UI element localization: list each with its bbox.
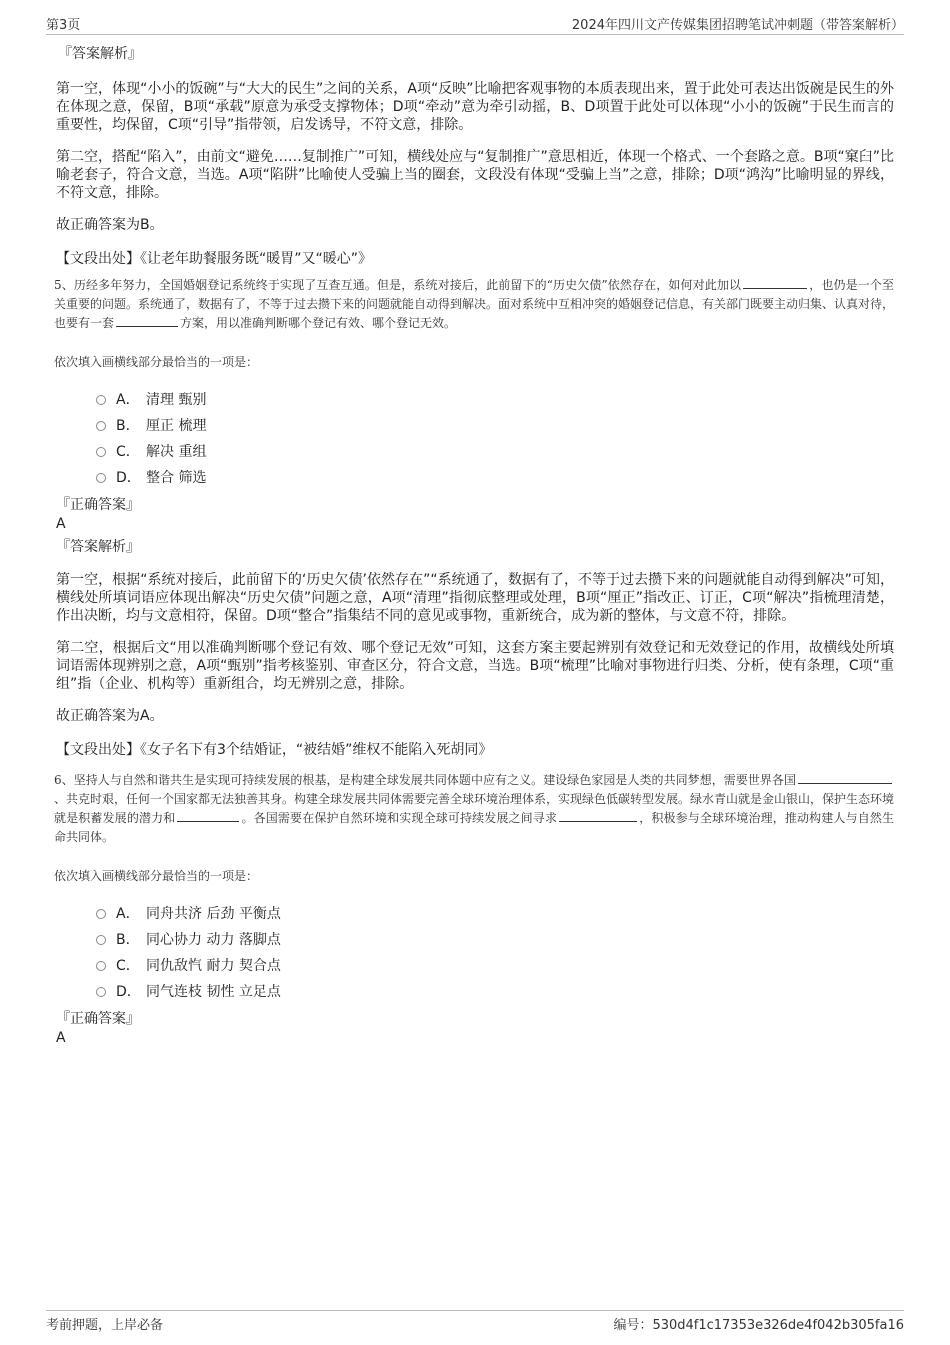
q5-conclusion: 故正确答案为A。 [56, 708, 164, 724]
radio-icon[interactable] [96, 447, 106, 457]
q6-stem-part-2: 、共克时艰，任何一个国家都无法独善其身。构建全球发展共同体需要完善全球环境治理体系，实现绿色低碳转型发展。绿水青山就是金山银山，保护生态环境就是积蓄发展的潜力和 [54, 792, 895, 825]
option-letter: D． [116, 470, 141, 486]
option-letter: B． [116, 932, 140, 948]
q5-source: 【文段出处】《女子名下有3个结婚证，“被结婚”维权不能陷入死胡同》 [56, 742, 493, 758]
q5-analysis-label: 『答案解析』 [56, 539, 140, 555]
radio-icon[interactable] [96, 473, 106, 483]
q4-source: 【文段出处】《让老年助餐服务既“暖胃”又“暖心”》 [56, 251, 373, 267]
q5-answer-label: 『正确答案』 [56, 497, 140, 513]
radio-icon[interactable] [96, 961, 106, 971]
q6-options [96, 901, 934, 1005]
q5-blank-1 [743, 276, 807, 289]
q6-option-a[interactable] [96, 901, 934, 927]
q5-blank-2 [116, 314, 178, 327]
q6-option-b[interactable] [96, 927, 934, 953]
q5-answer: A [56, 516, 66, 532]
radio-icon[interactable] [96, 987, 106, 997]
radio-icon[interactable] [96, 395, 106, 405]
q5-option-b[interactable] [96, 413, 934, 439]
q5-options [96, 387, 934, 491]
option-letter: C． [116, 958, 140, 974]
q6-stem-part-4: ，积极参与全球环境治理，推动构建人与自然生命共同体。 [54, 811, 894, 844]
q6-blank-3 [559, 809, 637, 822]
page-number: 第3页 [46, 18, 81, 33]
q4-analysis-para-2: 第二空，搭配“陷入”，由前文“避免……复制推广”可知，横线处应与“复制推广”意思相近，体现一个格式、一个套路之意。B项“窠臼”比喻老套子，符合文意，当选。A项“陷阱”比喻使人受骗上当的圈套，文段没有体现“受骗上当”之意，排除；D项“鸿沟”比喻明显的界线，不符文意，排除。 [56, 149, 894, 201]
option-letter: C． [116, 444, 140, 460]
q5-stem-part-2: ，也仍是一个至关重要的问题。系统通了，数据有了，不等于过去攒下来的问题就能自动得到解决。面对系统中互相冲突的婚姻登记信息，有关部门既要主动归集、认真对待，也要有一套 [54, 278, 895, 330]
q4-conclusion: 故正确答案为B。 [56, 217, 164, 233]
document-title: 2024年四川文产传媒集团招聘笔试冲刺题（带答案解析） [571, 18, 904, 33]
q6-answer: A [56, 1030, 66, 1046]
q5-stem-part-1: 5、历经多年努力，全国婚姻登记系统终于实现了互查互通。但是，系统对接后，此前留下的“历史欠债”依然存在，如何对此加以 [54, 278, 742, 292]
option-text: 整合 筛选 [146, 470, 207, 486]
option-text: 同气连枝 韧性 立足点 [146, 984, 281, 1000]
q4-analysis-label: 『答案解析』 [58, 46, 142, 62]
option-text: 同舟共济 后劲 平衡点 [146, 906, 281, 922]
option-text: 同心协力 动力 落脚点 [146, 932, 281, 948]
q6-blank-2 [177, 809, 239, 822]
q5-option-c[interactable] [96, 439, 934, 465]
option-text: 厘正 梳理 [146, 418, 207, 434]
q6-stem [54, 771, 894, 847]
option-text: 清理 甄别 [146, 392, 207, 408]
radio-icon[interactable] [96, 909, 106, 919]
footer-slogan: 考前押题，上岸必备 [46, 1318, 164, 1333]
q6-option-c[interactable] [96, 953, 934, 979]
option-text: 解决 重组 [146, 444, 207, 460]
option-text: 同仇敌忾 耐力 契合点 [146, 958, 281, 974]
q5-stem-part-3: 方案，用以准确判断哪个登记有效、哪个登记无效。 [180, 316, 457, 330]
q6-blank-1 [798, 771, 892, 784]
q5-option-a[interactable] [96, 387, 934, 413]
page-footer [46, 1310, 904, 1334]
option-letter: A． [116, 392, 140, 408]
document-code: 编号：530d4f1c17353e326de4f042b305fa16 [613, 1318, 904, 1333]
q5-analysis-para-1: 第一空，根据“系统对接后，此前留下的‘历史欠债’依然存在”“系统通了，数据有了，不等于过去攒下来的问题就能自动得到解决”可知，横线处所填词语应体现出解决“历史欠债”问题之意，A项“清理”指彻底整理或处理，B项“厘正”指改正、订正，C项“解决”指梳理清楚，作出决断，均与文意相符，保留。D项“整合”指集结不同的意见或事物，重新统合，成为新的整体，与文意不符，排除。 [56, 572, 894, 624]
q6-stem-part-1: 6、坚持人与自然和谐共生是实现可持续发展的根基，是构建全球发展共同体题中应有之义。建设绿色家园是人类的共同梦想，需要世界各国 [54, 773, 796, 787]
option-letter: D． [116, 984, 141, 1000]
radio-icon[interactable] [96, 421, 106, 431]
q6-option-d[interactable] [96, 979, 934, 1005]
q6-prompt: 依次填入画横线部分最恰当的一项是： [54, 869, 259, 883]
q4-analysis-para-1: 第一空，体现“小小的饭碗”与“大大的民生”之间的关系，A项“反映”比喻把客观事物的本质表现出来，置于此处可表达出饭碗是民生的外在体现之意，保留，B项“承载”原意为承受支撑物体；D项“牵动”意为牵引动摇，B、D项置于此处可以体现“小小的饭碗”于民生而言的重要性，均保留，C项“引导”指带领，启发诱导，不符文意，排除。 [56, 81, 894, 133]
radio-icon[interactable] [96, 935, 106, 945]
q6-stem-part-3: 。各国需要在保护自然环境和实现全球可持续发展之间寻求 [241, 811, 558, 825]
option-letter: B． [116, 418, 140, 434]
q5-stem [54, 276, 894, 333]
option-letter: A． [116, 906, 140, 922]
q5-prompt: 依次填入画横线部分最恰当的一项是： [54, 355, 259, 369]
page-header [46, 14, 904, 35]
q5-option-d[interactable] [96, 465, 934, 491]
q5-analysis-para-2: 第二空，根据后文“用以准确判断哪个登记有效、哪个登记无效”可知，这套方案主要起辨别有效登记和无效登记的作用，故横线处所填词语需体现辨别之意，A项“甄别”指考核鉴别、审查区分，符合文意，当选。B项“梳理”比喻对事物进行归类、分析，使有条理，C项“重组”指（企业、机构等）重新组合，均无辨别之意，排除。 [56, 640, 894, 692]
page-content [56, 44, 894, 1047]
q6-answer-label: 『正确答案』 [56, 1011, 140, 1027]
